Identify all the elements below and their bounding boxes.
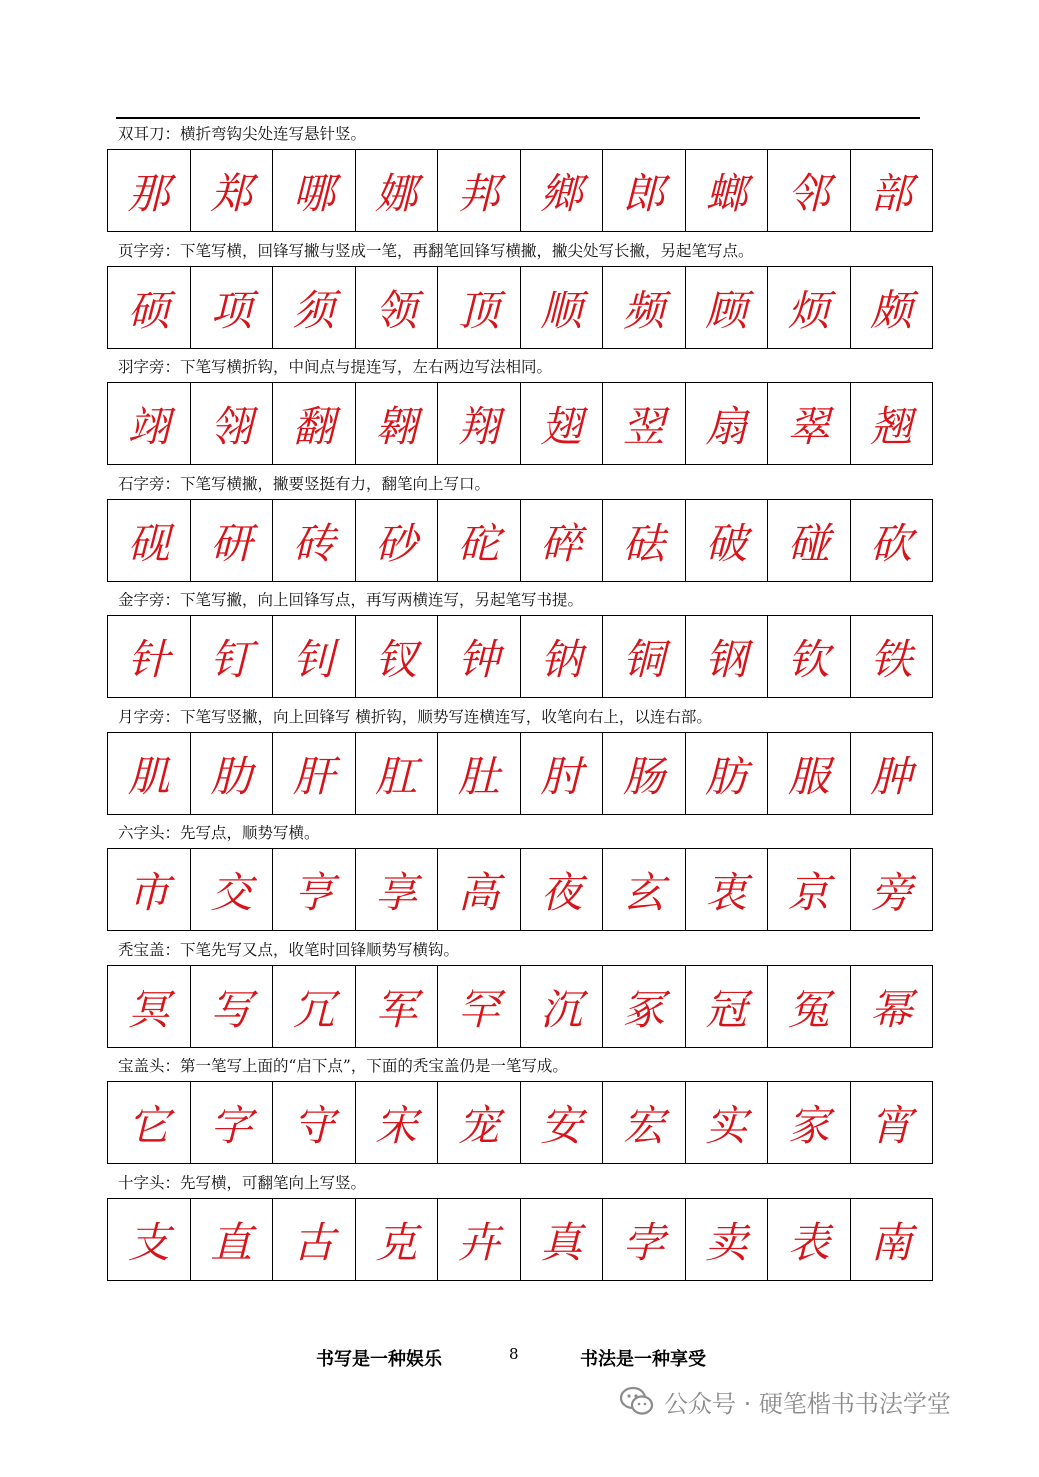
character-cell: 安	[521, 1082, 604, 1163]
character-cell: 冢	[603, 966, 686, 1047]
character-grid	[107, 499, 933, 582]
section-caption: 双耳刀：横折弯钩尖处连写悬针竖。	[118, 125, 367, 143]
character-cell: 表	[768, 1199, 851, 1280]
character-cell: 直	[191, 1199, 274, 1280]
character-cell: 卖	[686, 1199, 769, 1280]
character-cell: 字	[191, 1082, 274, 1163]
character-cell: 钦	[768, 616, 851, 697]
character-cell: 市	[108, 849, 191, 930]
character-cell: 邦	[438, 150, 521, 231]
character-cell: 钠	[521, 616, 604, 697]
section-caption: 月字旁：下笔写竖撇，向上回锋写 横折钩，顺势写连横连写，收笔向右上，以连右部。	[118, 708, 712, 726]
character-cell: 克	[356, 1199, 439, 1280]
character-cell: 宠	[438, 1082, 521, 1163]
character-cell: 部	[870, 168, 913, 218]
character-cell: 翊	[108, 383, 191, 464]
character-cell: 铁	[870, 634, 913, 684]
character-cell: 翘	[870, 401, 913, 451]
character-cell: 鄉	[521, 150, 604, 231]
character-cell: 砖	[273, 500, 356, 581]
character-cell: 宏	[603, 1082, 686, 1163]
character-cell: 肝	[273, 733, 356, 814]
character-grid	[107, 149, 933, 232]
character-cell: 宵	[870, 1100, 913, 1150]
character-cell: 家	[768, 1082, 851, 1163]
character-cell: 它	[108, 1082, 191, 1163]
character-cell: 钊	[273, 616, 356, 697]
character-cell: 幂	[870, 984, 913, 1034]
character-cell: 沉	[521, 966, 604, 1047]
character-cell: 领	[356, 267, 439, 348]
section-caption: 秃宝盖：下笔先写又点，收笔时回锋顺势写横钩。	[118, 941, 460, 959]
character-cell: 真	[521, 1199, 604, 1280]
character-cell: 扇	[686, 383, 769, 464]
section-caption: 金字旁：下笔写撇，向上回锋写点，再写两横连写，另起笔写书提。	[118, 591, 584, 609]
character-cell: 烦	[768, 267, 851, 348]
character-cell: 古	[273, 1199, 356, 1280]
character-cell: 夜	[521, 849, 604, 930]
character-cell: 钢	[686, 616, 769, 697]
character-cell: 支	[108, 1199, 191, 1280]
character-cell: 郑	[191, 150, 274, 231]
character-cell: 衷	[686, 849, 769, 930]
character-cell: 研	[191, 500, 274, 581]
character-cell: 项	[191, 267, 274, 348]
character-grid	[107, 266, 933, 349]
character-cell: 频	[603, 267, 686, 348]
footer-left-slogan: 书写是一种娱乐	[316, 1349, 442, 1370]
character-grid	[107, 965, 933, 1048]
wechat-icon	[620, 1386, 654, 1416]
character-cell: 颇	[870, 285, 913, 335]
character-cell: 军	[356, 966, 439, 1047]
character-cell: 冠	[686, 966, 769, 1047]
character-grid	[107, 382, 933, 465]
section-caption: 六字头：先写点，顺势写横。	[118, 824, 320, 842]
footer-right-slogan: 书法是一种享受	[580, 1349, 706, 1370]
character-cell: 南	[870, 1217, 913, 1267]
character-grid	[107, 615, 933, 698]
character-cell: 肘	[521, 733, 604, 814]
character-cell: 碰	[768, 500, 851, 581]
character-cell: 享	[356, 849, 439, 930]
character-cell: 碎	[521, 500, 604, 581]
character-cell: 罕	[438, 966, 521, 1047]
character-cell: 京	[768, 849, 851, 930]
character-grid	[107, 1198, 933, 1281]
watermark-text: 公众号 · 硬笔楷书书法学堂	[664, 1389, 951, 1418]
character-cell: 旁	[870, 867, 913, 917]
character-cell: 顺	[521, 267, 604, 348]
character-grid	[107, 1081, 933, 1164]
character-cell: 冗	[273, 966, 356, 1047]
character-cell: 砚	[108, 500, 191, 581]
character-cell: 写	[191, 966, 274, 1047]
character-cell: 翎	[191, 383, 274, 464]
character-cell: 顶	[438, 267, 521, 348]
character-cell: 钗	[356, 616, 439, 697]
character-cell: 针	[108, 616, 191, 697]
character-cell: 冤	[768, 966, 851, 1047]
character-cell: 砝	[603, 500, 686, 581]
character-grid	[107, 848, 933, 931]
character-cell: 服	[768, 733, 851, 814]
section-caption: 羽字旁：下笔写横折钩，中间点与提连写，左右两边写法相同。	[118, 358, 553, 376]
page-number: 8	[509, 1345, 519, 1363]
character-cell: 破	[686, 500, 769, 581]
section-caption: 十字头：先写横，可翻笔向上写竖。	[118, 1174, 367, 1192]
top-rule	[116, 117, 920, 119]
character-cell: 铜	[603, 616, 686, 697]
character-cell: 宋	[356, 1082, 439, 1163]
character-cell: 钉	[191, 616, 274, 697]
section-caption: 宝盖头：第一笔写上面的“启下点”，下面的秃宝盖仍是一笔写成。	[118, 1057, 568, 1075]
character-cell: 肠	[603, 733, 686, 814]
character-cell: 螂	[686, 150, 769, 231]
character-cell: 那	[108, 150, 191, 231]
character-cell: 翻	[273, 383, 356, 464]
character-cell: 肌	[108, 733, 191, 814]
character-cell: 邻	[768, 150, 851, 231]
character-cell: 肋	[191, 733, 274, 814]
character-cell: 卉	[438, 1199, 521, 1280]
character-cell: 肪	[686, 733, 769, 814]
character-cell: 交	[191, 849, 274, 930]
character-cell: 翠	[768, 383, 851, 464]
character-cell: 郎	[603, 150, 686, 231]
page-footer	[0, 1345, 1039, 1369]
character-cell: 钟	[438, 616, 521, 697]
character-cell: 须	[273, 267, 356, 348]
character-cell: 翔	[438, 383, 521, 464]
character-cell: 肚	[438, 733, 521, 814]
character-cell: 硕	[108, 267, 191, 348]
character-cell: 肿	[870, 751, 913, 801]
character-cell: 娜	[356, 150, 439, 231]
character-cell: 冥	[108, 966, 191, 1047]
character-cell: 高	[438, 849, 521, 930]
character-cell: 砍	[870, 518, 913, 568]
character-cell: 顾	[686, 267, 769, 348]
character-cell: 玄	[603, 849, 686, 930]
character-cell: 砣	[438, 500, 521, 581]
character-cell: 哪	[273, 150, 356, 231]
character-cell: 实	[686, 1082, 769, 1163]
character-cell: 亨	[273, 849, 356, 930]
character-cell: 肛	[356, 733, 439, 814]
character-cell: 翱	[356, 383, 439, 464]
character-cell: 翅	[521, 383, 604, 464]
section-caption: 石字旁：下笔写横撇，撇要竖挺有力，翻笔向上写口。	[118, 475, 491, 493]
character-cell: 翌	[603, 383, 686, 464]
character-grid	[107, 732, 933, 815]
watermark	[620, 1383, 951, 1419]
character-cell: 砂	[356, 500, 439, 581]
character-cell: 守	[273, 1082, 356, 1163]
section-caption: 页字旁：下笔写横，回锋写撇与竖成一笔，再翻笔回锋写横撇，撇尖处写长撇，另起笔写点。	[118, 242, 754, 260]
character-cell: 孛	[603, 1199, 686, 1280]
